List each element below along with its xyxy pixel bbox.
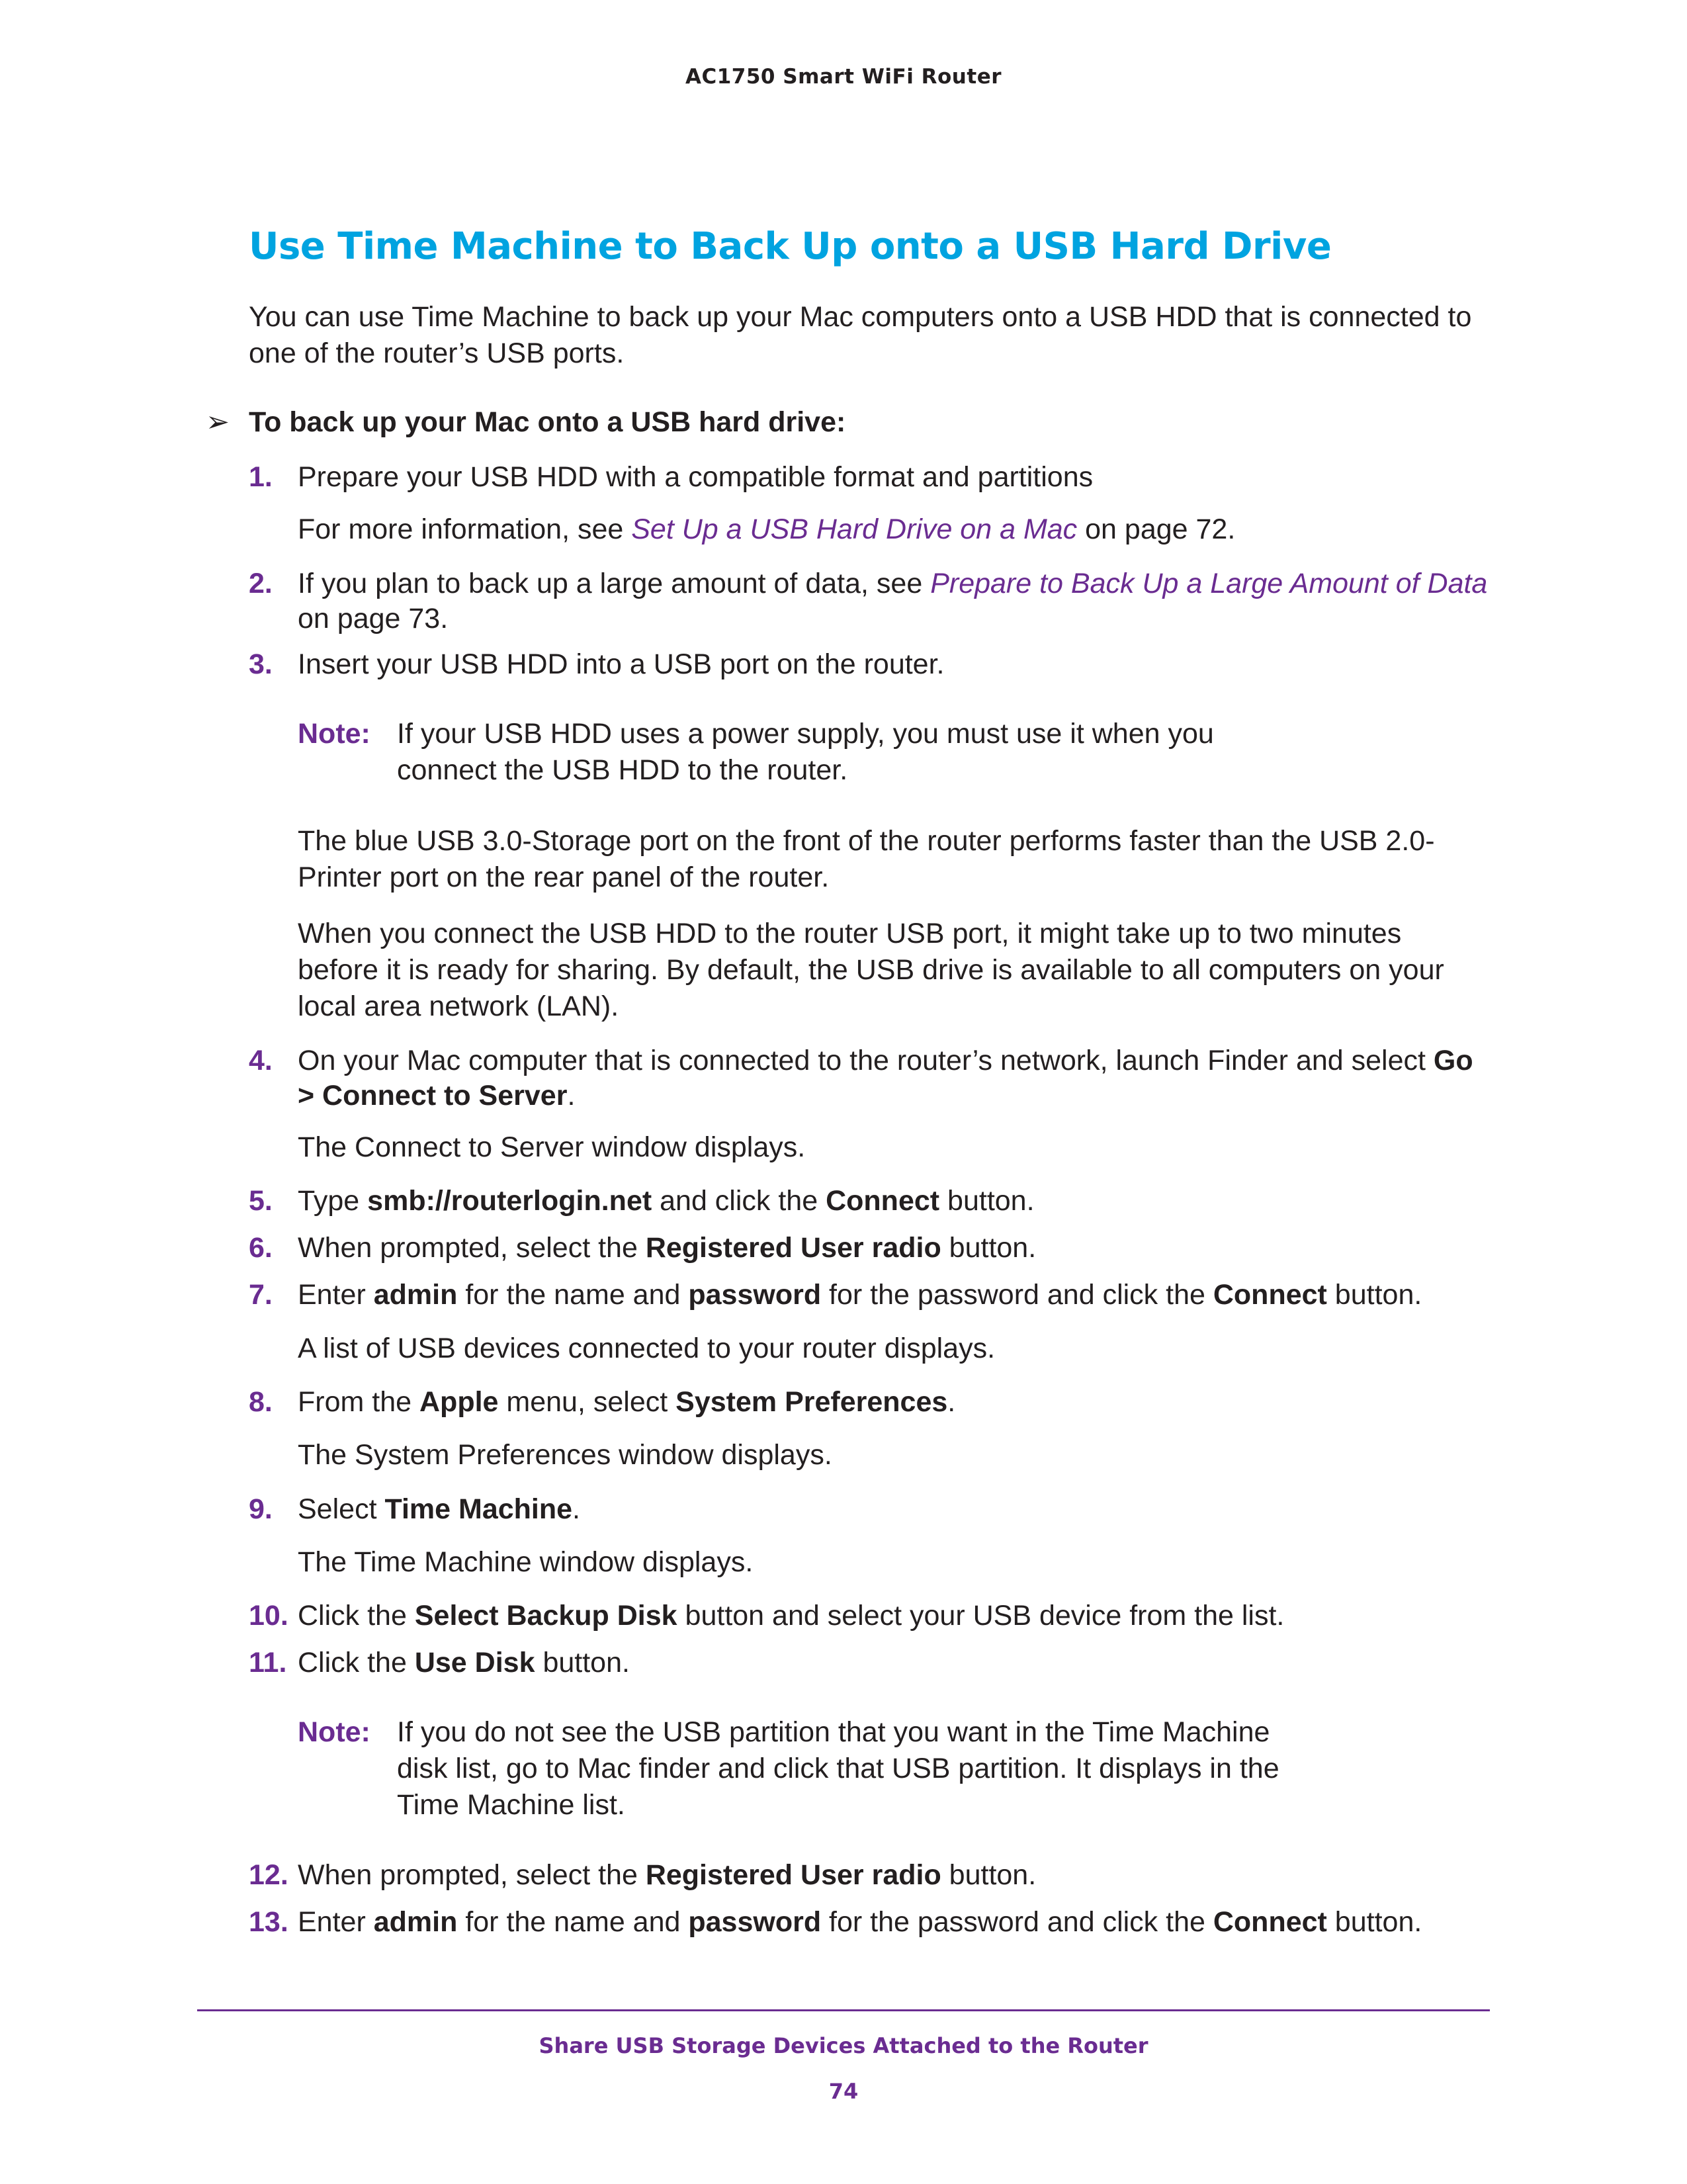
text-run: When prompted, select the: [298, 1232, 646, 1264]
bold-term: admin: [373, 1279, 458, 1311]
note-text: If you do not see the USB partition that you want in the Time Machine disk list, go to Mac finder and click that USB partition. It displays in the Time Machine list.: [397, 1716, 1279, 1821]
step-text: [298, 1385, 1489, 1420]
text-run: On your Mac computer that is connected to the router’s network, launch Finder and select: [298, 1045, 1434, 1076]
text-run: If you plan to back up a large amount of data, see: [298, 568, 931, 599]
step-number: 4.: [249, 1045, 273, 1076]
text-run: button.: [941, 1232, 1037, 1264]
text-run: for the name and: [457, 1279, 689, 1311]
bold-term: Connect: [1213, 1279, 1327, 1311]
step-text: [298, 1492, 1489, 1527]
step-number: 1.: [249, 461, 273, 493]
bold-term: System Preferences: [675, 1386, 948, 1418]
link-prepare-backup[interactable]: Prepare to Back Up a Large Amount of Data: [930, 568, 1488, 599]
bold-term: smb://routerlogin.net: [367, 1185, 652, 1217]
step-number: 3.: [249, 648, 273, 680]
step-number: 5.: [249, 1185, 273, 1217]
text-run: Enter: [298, 1279, 374, 1311]
page-number: 74: [828, 2079, 859, 2104]
bold-term: Apple: [419, 1386, 499, 1418]
step-number: 11.: [249, 1647, 287, 1679]
text-run: on page 73.: [298, 603, 449, 634]
text-run: .: [572, 1493, 580, 1525]
step-number: 2.: [249, 568, 273, 599]
text-run: and click the: [652, 1185, 826, 1217]
text-run: button.: [939, 1185, 1035, 1217]
text-run: When prompted, select the: [298, 1859, 646, 1891]
note-label: Note:: [298, 1716, 370, 1748]
text-run: for the name and: [457, 1906, 689, 1938]
bold-term: Registered User radio: [645, 1859, 941, 1891]
step-text: [298, 1231, 1489, 1266]
note-text: If your USB HDD uses a power supply, you must use it when you connect the USB HDD to the router.: [397, 718, 1214, 786]
step-8-result: The System Preferences window displays.: [298, 1439, 832, 1471]
bold-term: Time Machine: [384, 1493, 573, 1525]
step-4-result: The Connect to Server window displays.: [298, 1131, 806, 1163]
text-run: .: [947, 1386, 956, 1418]
text-run: button.: [535, 1647, 630, 1679]
text-run: button and select your USB device from the list.: [677, 1600, 1285, 1632]
step-number: 10.: [249, 1600, 288, 1632]
procedure-title: To back up your Mac onto a USB hard drive:: [249, 406, 846, 438]
step-number: 13.: [249, 1906, 288, 1938]
text-run: on page 72.: [1077, 513, 1236, 545]
step-7-result: A list of USB devices connected to your router displays.: [298, 1332, 996, 1364]
step-text: [298, 1645, 1489, 1681]
running-header: AC1750 Smart WiFi Router: [685, 65, 1002, 89]
text-run: for the password and click the: [821, 1906, 1213, 1938]
step-number: 7.: [249, 1279, 273, 1311]
bold-term: Select Backup Disk: [414, 1600, 677, 1632]
bold-term: password: [688, 1279, 822, 1311]
step-number: 9.: [249, 1493, 273, 1525]
step-number: 6.: [249, 1232, 273, 1264]
bold-term: Connect: [1213, 1906, 1327, 1938]
step-text: Prepare your USB HDD with a compatible format and partitions: [298, 461, 1094, 493]
step-9-result: The Time Machine window displays.: [298, 1546, 754, 1578]
arrow-bullet-icon: ➢: [206, 406, 230, 438]
step-number: 8.: [249, 1386, 273, 1418]
bold-term: password: [688, 1906, 822, 1938]
paragraph-usb-ports: The blue USB 3.0-Storage port on the front of the router performs faster than the USB 2.0-Printer port on the rear panel of the router.: [298, 825, 1435, 893]
paragraph-connect-time: When you connect the USB HDD to the router USB port, it might take up to two minutes before it is ready for sharing. By default, the USB drive is available to all computers on your local area network (LAN).: [298, 918, 1444, 1022]
step-number: 12.: [249, 1859, 288, 1891]
bold-term: Use Disk: [414, 1647, 535, 1679]
text-run: button.: [1326, 1906, 1422, 1938]
step-text: [298, 1905, 1489, 1940]
text-run: button.: [941, 1859, 1037, 1891]
step-text: [298, 1184, 1489, 1219]
note-label: Note:: [298, 718, 370, 750]
text-run: Enter: [298, 1906, 374, 1938]
text-run: Click the: [298, 1647, 415, 1679]
link-set-up-usb-drive[interactable]: Set Up a USB Hard Drive on a Mac: [631, 513, 1078, 545]
step-text: [298, 1598, 1489, 1634]
bold-term: Connect: [826, 1185, 940, 1217]
bold-term: Registered User radio: [645, 1232, 941, 1264]
step-text: Insert your USB HDD into a USB port on the router.: [298, 648, 945, 680]
step-text: [298, 1278, 1489, 1313]
bold-term: admin: [373, 1906, 458, 1938]
step-text: [298, 566, 1489, 636]
step-text: [298, 1858, 1489, 1893]
step-1-more-info: [298, 511, 1489, 548]
procedure-heading: [206, 404, 1463, 441]
text-run: Click the: [298, 1600, 415, 1632]
text-run: For more information, see: [298, 513, 632, 545]
step-text: [298, 1043, 1489, 1114]
text-run: menu, select: [498, 1386, 676, 1418]
menu-path: Go > Connect to Server: [298, 1045, 1473, 1112]
text-run: Type: [298, 1185, 368, 1217]
text-run: button.: [1326, 1279, 1422, 1311]
section-title: Use Time Machine to Back Up onto a USB Hard Drive: [249, 225, 1332, 268]
footer-divider: [197, 2009, 1490, 2011]
text-run: .: [567, 1080, 576, 1112]
intro-paragraph: You can use Time Machine to back up your Mac computers onto a USB HDD that is connected to one of the router’s USB ports.: [249, 301, 1472, 369]
text-run: for the password and click the: [821, 1279, 1213, 1311]
text-run: From the: [298, 1386, 419, 1418]
text-run: Select: [298, 1493, 385, 1525]
footer-chapter-title: Share USB Storage Devices Attached to the Router: [539, 2033, 1148, 2058]
